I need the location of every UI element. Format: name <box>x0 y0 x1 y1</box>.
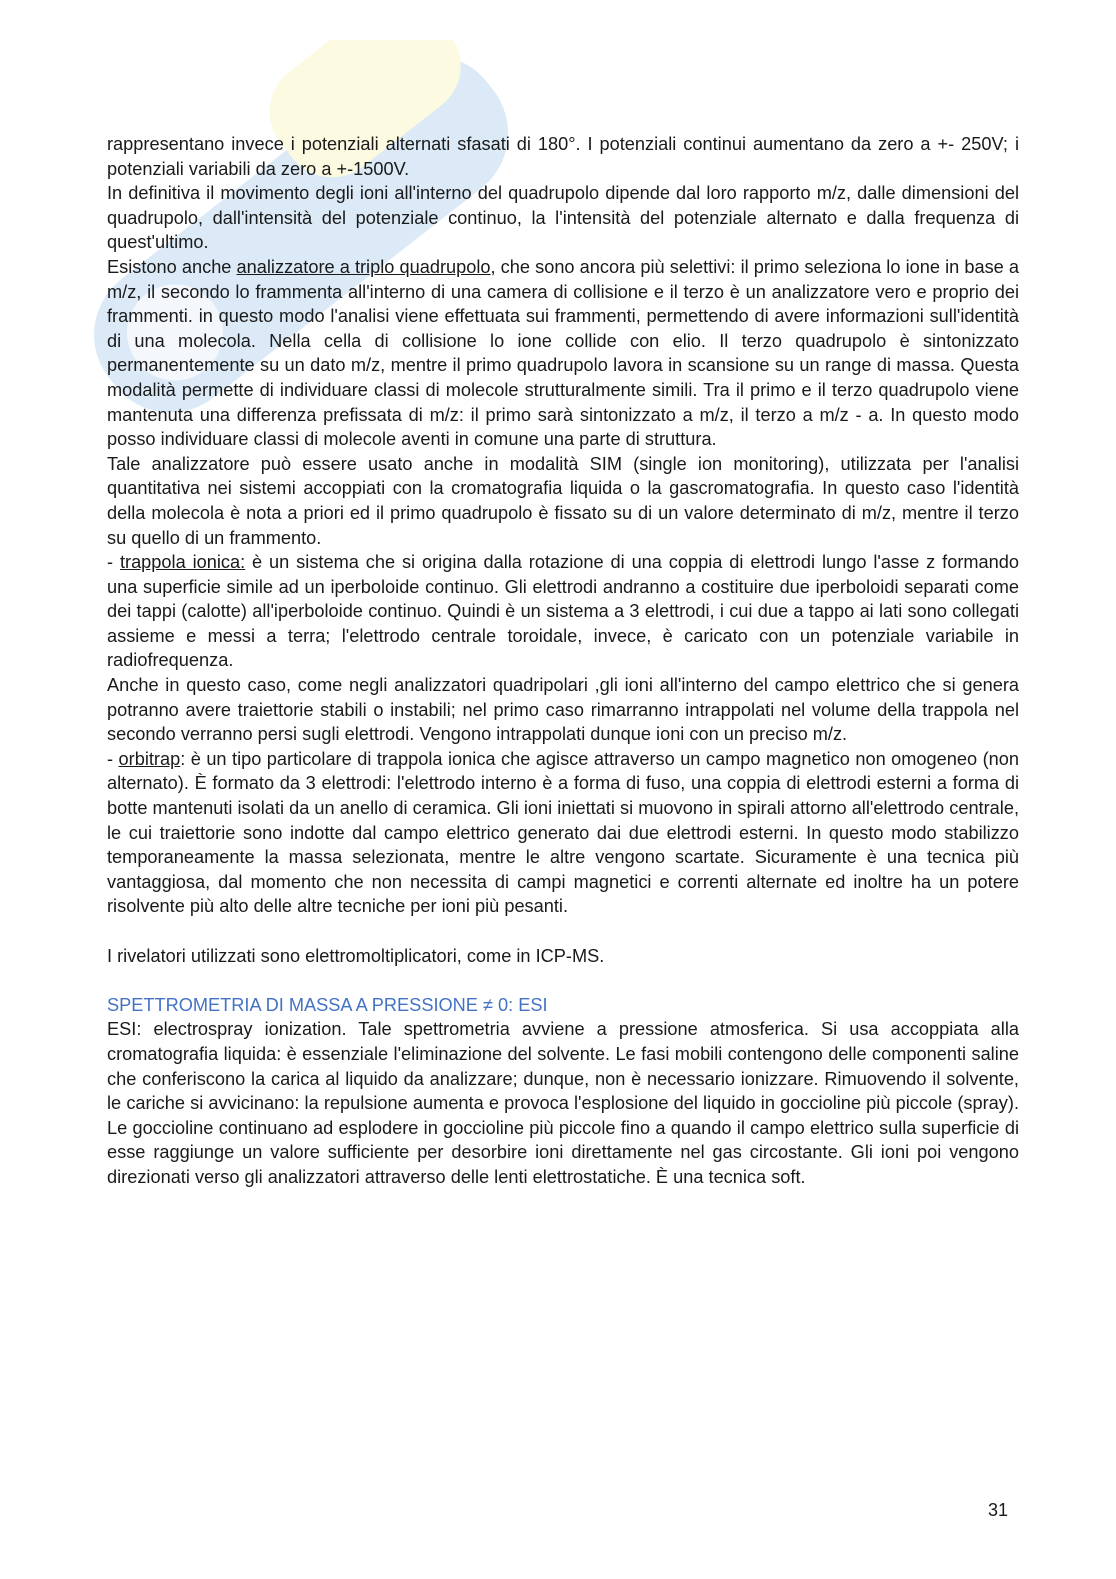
paragraph: - orbitrap: è un tipo particolare di trappola ionica che agisce attraverso un campo magnetico non omogeneo (non alternato). È formato da 3 elettrodi: l'elettrodo interno è a forma di fuso, una coppia di elettrodi esterni a forma di botte mantenuti isolati da un anello di ceramica. Gli ioni iniettati si muovono in spirali attorno all'elettrodo centrale, le cui traiettorie sono indotte dal campo elettrico generato dai due elettrodi esterni. In questo modo stabilizzo temporaneamente la massa selezionata, mentre le altre vengono scartate. Sicuramente è una tecnica più vantaggiosa, dal momento che non necessita di campi magnetici e correnti alternate ed inoltre ha un potere risolvente più alto delle altre tecniche per ioni più pesanti. <box>107 748 1019 917</box>
paragraph: Anche in questo caso, come negli analizzatori quadripolari ,gli ioni all'interno del campo elettrico che si genera potranno avere traiettorie stabili o instabili; nel primo caso rimarranno intrappolati nel volume della trappola nel secondo verranno persi sugli elettrodi. Vengono intrappolati dunque ioni con un preciso m/z. <box>107 675 1019 745</box>
underlined-term: orbitrap <box>118 748 181 769</box>
underlined-term: trappola ionica: <box>119 552 246 573</box>
paragraph: I rivelatori utilizzati sono elettromoltiplicatori, come in ICP-MS. <box>107 945 605 966</box>
spacer <box>107 919 1019 944</box>
spacer <box>107 968 1019 993</box>
paragraph: - trappola ionica: è un sistema che si origina dalla rotazione di una coppia di elettrodi lungo l'asse z formando una superficie simile ad un iperboloide continuo. Gli elettrodi andranno a costituire due iperboloidi separati come dei tappi (calotte) all'iperboloide continuo. Quindi è un sistema a 3 elettrodi, i cui due a tappo ai lati sono collegati assieme e messi a terra; l'elettrodo centrale toroidale, invece, è caricato con un potenziale variabile in radiofrequenza. <box>107 552 1019 671</box>
paragraph: Tale analizzatore può essere usato anche in modalità SIM (single ion monitoring), utilizzata per l'analisi quantitativa nei sistemi accoppiati con la cromatografia liquida o la gascromatografia. In questo caso l'identità della molecola è nota a priori ed il primo quadrupolo è fissato su di un valore determinato di m/z, mentre il terzo su quello di un frammento. <box>107 453 1019 548</box>
section-heading: SPETTROMETRIA DI MASSA A PRESSIONE ≠ 0: ESI <box>107 994 548 1015</box>
paragraph: rappresentano invece i potenziali alternati sfasati di 180°. I potenziali continui aumentano da zero a +- 250V; i potenziali variabili da zero a +-1500V. <box>107 134 1019 179</box>
page-number: 31 <box>988 1500 1009 1520</box>
underlined-term: analizzatore a triplo quadrupolo <box>236 256 491 277</box>
document-page <box>107 132 1019 1190</box>
paragraph: In definitiva il movimento degli ioni all'interno del quadrupolo dipende dal loro rapporto m/z, dalle dimensioni del quadrupolo, dall'intensità del potenziale continuo, la l'intensità del potenziale alternato e dalla frequenza di quest'ultimo. <box>107 183 1019 253</box>
paragraph: Esistono anche analizzatore a triplo quadrupolo, che sono ancora più selettivi: il primo seleziona lo ione in base a m/z, il secondo lo frammenta all'interno di una camera di collisione e il terzo è un analizzatore vero e proprio dei frammenti. in questo modo l'analisi viene effettuata sui frammenti, permettendo di avere informazioni sull'identità di una molecola. Nella cella di collisione lo ione collide con elio. Il terzo quadrupolo è sintonizzato permanentemente su un dato m/z, mentre il primo quadrupolo lavora in scansione su un range di massa. Questa modalità permette di individuare classi di molecole strutturalmente simili. Tra il primo e il terzo quadrupolo viene mantenuta una differenza prefissata di m/z: il primo sarà sintonizzato a m/z, il terzo a m/z - a. In questo modo posso individuare classi di molecole aventi in comune una parte di struttura. <box>107 256 1019 450</box>
paragraph: ESI: electrospray ionization. Tale spettrometria avviene a pressione atmosferica. Si usa accoppiata alla cromatografia liquida: è essenziale l'eliminazione del solvente. Le fasi mobili contengono delle componenti saline che conferiscono la carica al liquido da analizzare; dunque, non è necessario ionizzare. Rimuovendo il solvente, le cariche si avvicinano: la repulsione aumenta e provoca l'esplosione del liquido in goccioline più piccole (spray). Le goccioline continuano ad esplodere in goccioline più piccole fino a quando il campo elettrico sulla superficie di esse raggiunge un valore sufficiente per desorbire ioni direttamente nel gas circostante. Gli ioni poi vengono direzionati verso gli analizzatori attraverso delle lenti elettrostatiche. È una tecnica soft. <box>107 1019 1019 1187</box>
